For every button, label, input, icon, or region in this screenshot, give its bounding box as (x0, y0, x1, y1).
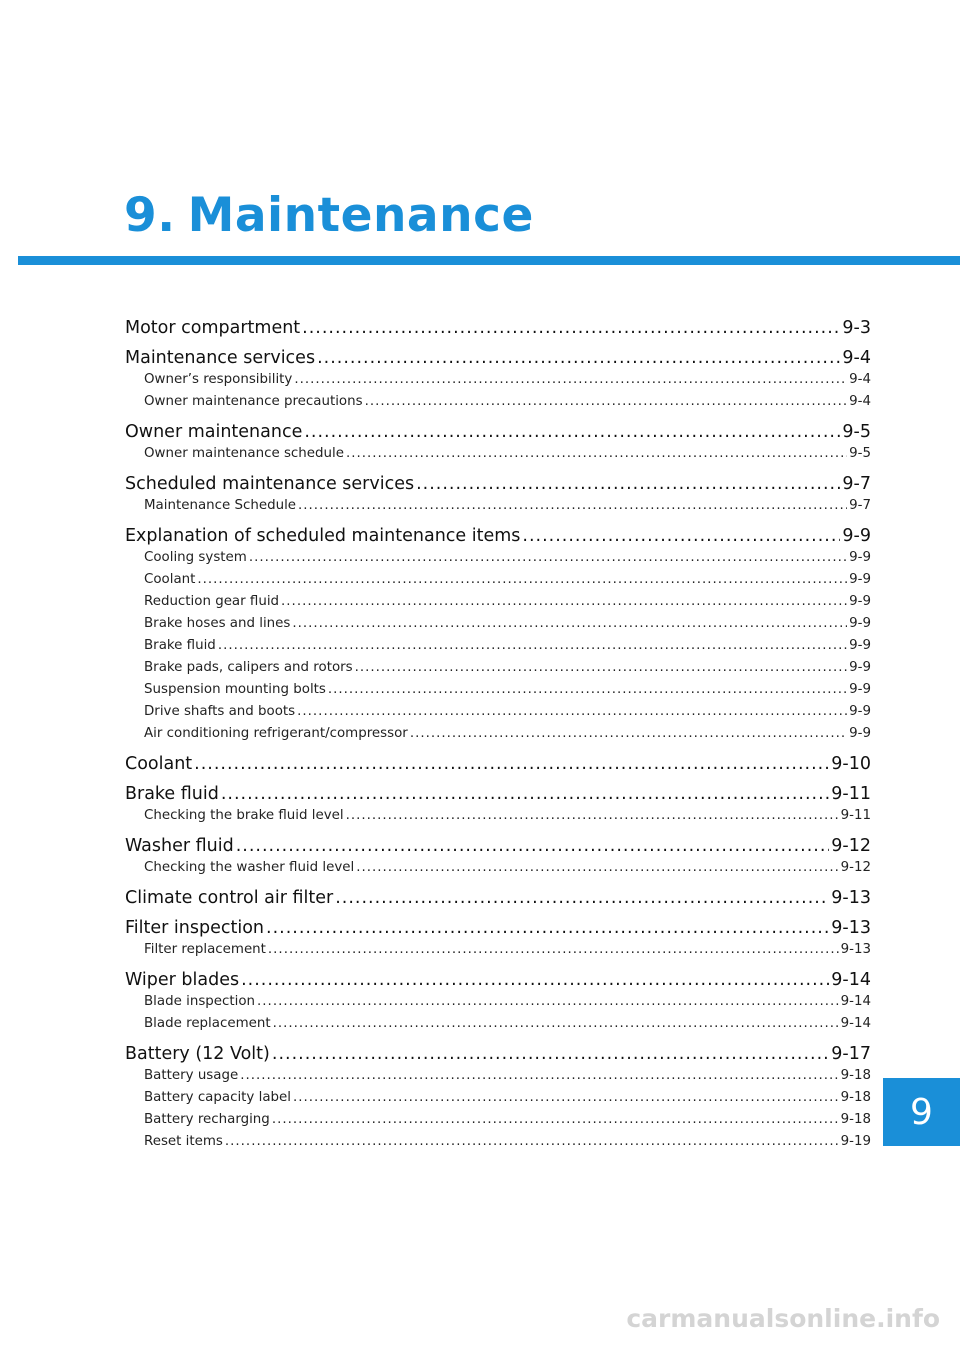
toc-dot-leader (241, 969, 829, 991)
toc-subsection-entry[interactable] (125, 657, 871, 679)
toc-entry-label: Owner maintenance precautions (144, 394, 363, 409)
toc-subsection-entry[interactable] (125, 443, 871, 465)
toc-section-entry[interactable] (125, 969, 871, 991)
chapter-number: 9. (124, 188, 176, 243)
chapter-tab[interactable] (883, 1078, 960, 1146)
toc-entry-page: 9-13 (831, 918, 871, 938)
toc-entry-page: 9-9 (849, 550, 871, 565)
toc-subsection-entry[interactable] (125, 857, 871, 879)
toc-subsection-entry[interactable] (125, 1013, 871, 1035)
toc-section-entry[interactable] (125, 525, 871, 547)
toc-entry-label: Battery recharging (144, 1112, 270, 1127)
toc-section-entry[interactable] (125, 421, 871, 443)
toc-section-entry[interactable] (125, 1043, 871, 1065)
toc-entry-label: Brake fluid (125, 784, 219, 804)
toc-entry-label: Washer fluid (125, 836, 234, 856)
toc-subsection-entry[interactable] (125, 701, 871, 723)
toc-subsection-entry[interactable] (125, 369, 871, 391)
toc-dot-leader (266, 917, 829, 939)
toc-subsection-entry[interactable] (125, 547, 871, 569)
toc-dot-leader (268, 939, 839, 961)
watermark: carmanualsonline.info (626, 1304, 940, 1333)
toc-dot-leader (236, 835, 830, 857)
toc-entry-page: 9-3 (842, 318, 871, 338)
toc-entry-page: 9-4 (842, 348, 871, 368)
toc-entry-page: 9-14 (831, 970, 871, 990)
toc-entry-label: Owner’s responsibility (144, 372, 293, 387)
toc-entry-label: Checking the brake fluid level (144, 808, 344, 823)
toc-entry-page: 9-10 (831, 754, 871, 774)
toc-dot-leader (317, 347, 840, 369)
toc-dot-leader (304, 421, 840, 443)
toc-entry-page: 9-7 (842, 474, 871, 494)
toc-dot-leader (197, 569, 847, 591)
toc-dot-leader (272, 1043, 829, 1065)
toc-section-entry[interactable] (125, 753, 871, 775)
toc-entry-page: 9-13 (840, 942, 871, 957)
toc-entry-label: Battery (12 Volt) (125, 1044, 270, 1064)
toc-entry-label: Blade replacement (144, 1016, 271, 1031)
toc-subsection-entry[interactable] (125, 1087, 871, 1109)
toc-subsection-entry[interactable] (125, 391, 871, 413)
toc-entry-page: 9-14 (840, 1016, 871, 1031)
toc-entry-label: Battery capacity label (144, 1090, 291, 1105)
toc-entry-page: 9-19 (840, 1134, 871, 1149)
toc-section-entry[interactable] (125, 887, 871, 909)
toc-entry-label: Owner maintenance (125, 422, 303, 442)
toc-subsection-entry[interactable] (125, 805, 871, 827)
toc-dot-leader (298, 495, 847, 517)
toc-dot-leader (416, 473, 840, 495)
toc-section-entry[interactable] (125, 347, 871, 369)
toc-dot-leader (240, 1065, 838, 1087)
toc-subsection-entry[interactable] (125, 569, 871, 591)
toc-entry-label: Brake pads, calipers and rotors (144, 660, 353, 675)
toc-dot-leader (272, 1109, 839, 1131)
toc-entry-label: Cooling system (144, 550, 247, 565)
toc-entry-label: Reduction gear fluid (144, 594, 280, 609)
toc-dot-leader (335, 887, 829, 909)
toc-entry-page: 9-9 (849, 682, 871, 697)
toc-entry-label: Explanation of scheduled maintenance items (125, 526, 521, 546)
toc-entry-page: 9-12 (831, 836, 871, 856)
toc-entry-page: 9-9 (849, 616, 871, 631)
toc-entry-page: 9-4 (849, 394, 871, 409)
toc-entry-page: 9-14 (840, 994, 871, 1009)
toc-entry-page: 9-11 (840, 808, 871, 823)
toc-dot-leader (355, 657, 847, 679)
toc-entry-page: 9-11 (831, 784, 871, 804)
toc-section-entry[interactable] (125, 835, 871, 857)
toc-entry-label: Checking the washer fluid level (144, 860, 355, 875)
toc-subsection-entry[interactable] (125, 1109, 871, 1131)
toc-dot-leader (292, 613, 847, 635)
toc-entry-label: Drive shafts and boots (144, 704, 296, 719)
toc-subsection-entry[interactable] (125, 1131, 871, 1153)
toc-entry-label: Filter inspection (125, 918, 264, 938)
toc-dot-leader (346, 443, 847, 465)
title-rule (18, 256, 960, 265)
toc-entry-label: Owner maintenance schedule (144, 446, 344, 461)
toc-entry-label: Brake hoses and lines (144, 616, 291, 631)
toc-entry-label: Climate control air filter (125, 888, 334, 908)
toc-entry-page: 9-5 (842, 422, 871, 442)
toc-subsection-entry[interactable] (125, 939, 871, 961)
toc-entry-page: 9-7 (849, 498, 871, 513)
toc-dot-leader (257, 991, 839, 1013)
toc-entry-page: 9-18 (840, 1090, 871, 1105)
toc-entry-label: Reset items (144, 1134, 223, 1149)
chapter-title (124, 186, 534, 246)
toc-entry-label: Blade inspection (144, 994, 256, 1009)
toc-entry-page: 9-9 (849, 572, 871, 587)
toc-entry-page: 9-18 (840, 1068, 871, 1083)
toc-section-entry[interactable] (125, 917, 871, 939)
toc-entry-page: 9-5 (849, 446, 871, 461)
toc-dot-leader (356, 857, 838, 879)
toc-dot-leader (194, 753, 829, 775)
toc-entry-page: 9-9 (849, 704, 871, 719)
toc-dot-leader (249, 547, 847, 569)
toc-dot-leader (294, 369, 847, 391)
toc-dot-leader (221, 783, 829, 805)
toc-subsection-entry[interactable] (125, 613, 871, 635)
toc-dot-leader (365, 391, 848, 413)
toc-subsection-entry[interactable] (125, 495, 871, 517)
toc-section-entry[interactable] (125, 473, 871, 495)
toc-dot-leader (328, 679, 847, 701)
toc-subsection-entry[interactable] (125, 1065, 871, 1087)
toc-section-entry[interactable] (125, 783, 871, 805)
toc-dot-leader (218, 635, 847, 657)
toc-subsection-entry[interactable] (125, 991, 871, 1013)
toc-entry-page: 9-13 (831, 888, 871, 908)
toc-subsection-entry[interactable] (125, 591, 871, 613)
toc-subsection-entry[interactable] (125, 635, 871, 657)
toc-subsection-entry[interactable] (125, 679, 871, 701)
toc-entry-label: Maintenance Schedule (144, 498, 297, 513)
chapter-tab-label: 9 (910, 1091, 933, 1133)
toc-subsection-entry[interactable] (125, 723, 871, 745)
toc-entry-label: Suspension mounting bolts (144, 682, 326, 697)
toc-dot-leader (293, 1087, 839, 1109)
toc-entry-page: 9-9 (849, 660, 871, 675)
toc-entry-label: Motor compartment (125, 318, 301, 338)
toc-entry-label: Filter replacement (144, 942, 266, 957)
toc-entry-page: 9-4 (849, 372, 871, 387)
toc-entry-page: 9-9 (849, 638, 871, 653)
chapter-name: Maintenance (187, 188, 534, 243)
toc-entry-label: Coolant (144, 572, 196, 587)
toc-section-entry[interactable] (125, 317, 871, 339)
toc-entry-label: Wiper blades (125, 970, 240, 990)
toc-entry-label: Maintenance services (125, 348, 316, 368)
toc-dot-leader (410, 723, 847, 745)
toc-dot-leader (297, 701, 847, 723)
toc-entry-label: Scheduled maintenance services (125, 474, 415, 494)
toc-entry-label: Brake fluid (144, 638, 216, 653)
toc-dot-leader (522, 525, 840, 547)
toc-dot-leader (225, 1131, 839, 1153)
toc-dot-leader (302, 317, 840, 339)
toc-entry-label: Air conditioning refrigerant/compressor (144, 726, 408, 741)
toc-entry-page: 9-18 (840, 1112, 871, 1127)
table-of-contents (125, 313, 871, 1153)
toc-entry-label: Battery usage (144, 1068, 239, 1083)
toc-dot-leader (273, 1013, 839, 1035)
toc-dot-leader (346, 805, 839, 827)
toc-entry-page: 9-9 (849, 726, 871, 741)
toc-entry-page: 9-12 (840, 860, 871, 875)
toc-entry-page: 9-17 (831, 1044, 871, 1064)
toc-entry-label: Coolant (125, 754, 193, 774)
toc-dot-leader (281, 591, 847, 613)
toc-entry-page: 9-9 (849, 594, 871, 609)
toc-entry-page: 9-9 (842, 526, 871, 546)
